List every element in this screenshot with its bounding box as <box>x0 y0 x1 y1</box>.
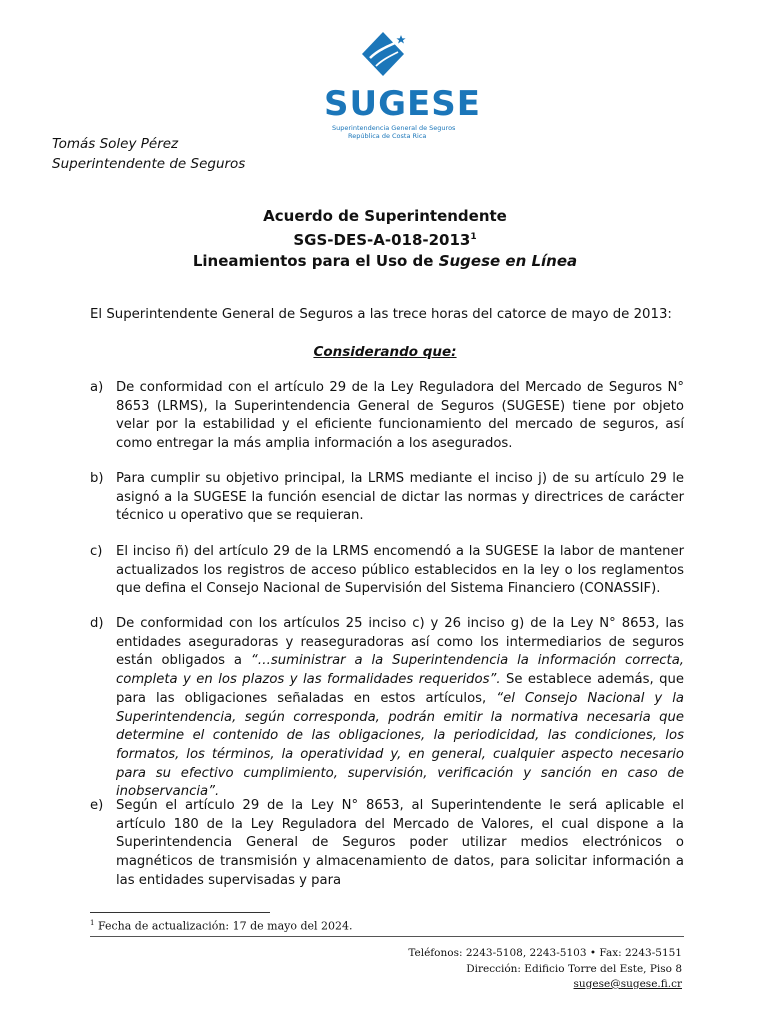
logo-country: República de Costa Rica <box>348 132 427 140</box>
title-line-3: Lineamientos para el Uso de Sugese en Línea <box>192 252 578 270</box>
item-text: De conformidad con el artículo 29 de la Ley Reguladora del Mercado de Seguros N° 8653 (LRMS), la Superintendencia General de Seguros (SUGESE) tiene por objeto velar por la estabilidad y el eficiente funcionamiento del mercado de seguros, así como entregar la más amplia información a los asegurados. <box>116 380 684 452</box>
diamond-star-icon <box>358 30 408 82</box>
section-heading: Considerando que: <box>313 344 457 360</box>
list-item <box>90 543 684 599</box>
law-quote: “…suministrar a la Superintendencia la información correcta, completa y en los plazos y las formalidades requeridos”. <box>116 653 684 688</box>
signatory <box>52 134 245 174</box>
item-label: d) <box>90 616 104 631</box>
item-text: El inciso ñ) del artículo 29 de la LRMS encomendó a la SUGESE la labor de mantener actualizados los registros de acceso público establecidos en la ley o los reglamentos que defina el Consejo Nacional de Supervisión del Sistema Financiero (CONASSIF). <box>116 544 684 597</box>
logo-wordmark: SUGESE <box>324 84 481 124</box>
law-quote: “el Consejo Nacional y la Superintendencia, según corresponda, podrán emitir la normativa necesaria que determine el contenido de las obligaciones, la periodicidad, las condiciones, los formatos, los términos, la operatividad y, en general, cualquier aspecto necesario para su efectivo cumplimiento, supervisión, verificación y sanción en caso de inobservancia”. <box>116 690 685 800</box>
footnote-divider <box>90 912 270 913</box>
footnote <box>90 919 353 933</box>
item-text: Según el artículo 29 de la Ley N° 8653, al Superintendente le será aplicable el artículo 180 de la Ley Reguladora del Mercado de Valores, el cual dispone a la Superintendencia General de Seguros poder utilizar medios electrónicos o magnéticos de transmisión y almacenamiento de datos, para solicitar información a las entidades supervisadas y para <box>116 798 684 888</box>
footnote-number: 1 <box>90 919 95 927</box>
list-item <box>90 470 684 526</box>
footnote-ref[interactable]: 1 <box>470 232 477 242</box>
footer-divider <box>90 936 684 937</box>
contact-email-link[interactable]: sugese@sugese.fi.cr <box>573 978 682 990</box>
item-text: Para cumplir su objetivo principal, la LRMS mediante el inciso j) de su artículo 29 le asignó a la SUGESE la función esencial de dictar las normas y directrices de carácter técnico u operativo que se requieran. <box>116 471 684 524</box>
signatory-name: Tomás Soley Pérez <box>52 136 179 152</box>
list-item <box>90 615 684 802</box>
title-line-2 <box>0 227 770 251</box>
title-line-1: Acuerdo de Superintendente <box>263 207 507 225</box>
item-label: c) <box>90 544 103 559</box>
footnote-text: Fecha de actualización: 17 de mayo del 2024. <box>97 919 353 933</box>
item-text: De conformidad con los artículos 25 inciso c) y 26 inciso g) de la Ley N° 8653, las entidades aseguradoras y reaseguradoras así como los intermediarios de seguros están obligados a “…suministrar a la Superintendencia la información correcta, completa y en los plazos y las formalidades requeridos”. Se establece además, que para las obligaciones señaladas en estos artículos, “el Consejo Nacional y la Superintendencia, según corresponda, podrán emitir la normativa necesaria que determine el contenido de las obligaciones, la periodicidad, las condiciones, los formatos, los términos, la operatividad y, en general, cualquier aspecto necesario para su efectivo cumplimiento, supervisión, verificación y sanción en caso de inobservancia”. <box>116 616 685 800</box>
item-label: b) <box>90 471 104 486</box>
contact-footer <box>408 946 682 993</box>
contact-phones: Teléfonos: 2243-5108, 2243-5103 • Fax: 2243-5151 <box>408 947 682 959</box>
sugese-logo <box>318 30 481 140</box>
contact-address: Dirección: Edificio Torre del Este, Piso 8 <box>466 962 682 975</box>
item-label: e) <box>90 798 104 813</box>
logo-subtitle: Superintendencia General de Seguros <box>332 124 456 132</box>
intro-paragraph: El Superintendente General de Seguros a las trece horas del catorce de mayo de 2013: <box>90 307 672 322</box>
list-item <box>90 379 684 454</box>
agreement-code: SGS-DES-A-018-2013 <box>293 231 471 249</box>
title-emphasis: Sugese en Línea <box>438 252 578 270</box>
signatory-role: Superintendente de Seguros <box>52 156 246 172</box>
item-label: a) <box>90 380 104 395</box>
document-title <box>0 206 770 272</box>
list-item <box>90 797 684 891</box>
